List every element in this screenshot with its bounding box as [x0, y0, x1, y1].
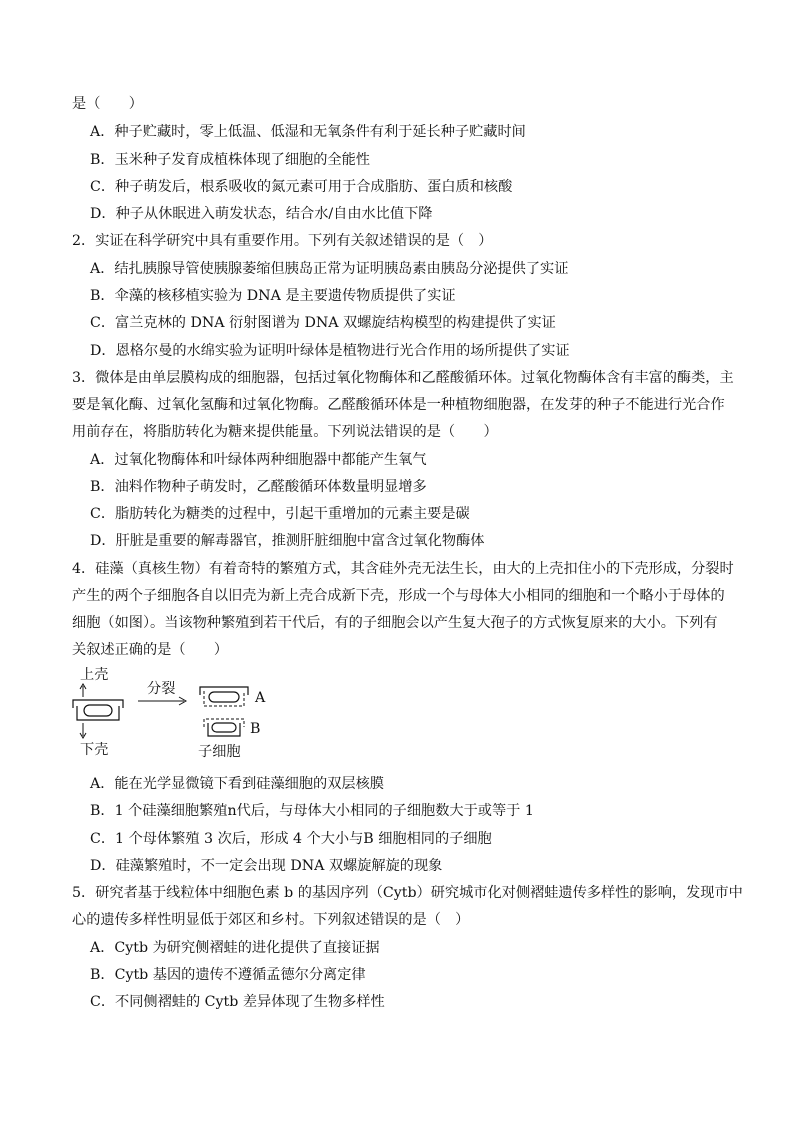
option-line: B．Cytb 基因的遗传不遵循孟德尔分离定律 — [90, 967, 366, 983]
cell-a-body — [209, 692, 239, 702]
option-line: D．肝脏是重要的解毒器官，推测肝脏细胞中富含过氧化物酶体 — [90, 533, 485, 549]
question-line: 心的遗传多样性明显低于郊区和乡村。下列叙述错误的是（ ） — [72, 912, 470, 928]
option-line: B．伞藻的核移植实验为 DNA 是主要遗传物质提供了实证 — [90, 288, 456, 304]
cell-body — [84, 705, 112, 716]
question-line: 要是氧化酶、过氧化氢酶和过氧化物酶。乙醛酸循环体是一种植物细胞器，在发芽的种子不能进行光合作 — [72, 397, 725, 413]
text-line: 是（ ） — [72, 96, 143, 112]
question-line: 4．硅藻（真核生物）有着奇特的繁殖方式，其含硅外壳无法生长，由大的上壳扣住小的下壳形成，分裂时 — [72, 561, 734, 577]
option-line: C．脂肪转化为糖类的过程中，引起干重增加的元素主要是碳 — [90, 506, 470, 522]
daughter-cells-label: 子细胞 — [198, 744, 241, 760]
cell-b-label: B — [250, 721, 261, 737]
lower-shell-label: 下壳 — [80, 742, 109, 758]
upper-shell-shape — [73, 700, 123, 708]
option-line: D．硅藻繁殖时，不一定会出现 DNA 双螺旋解旋的现象 — [90, 858, 443, 874]
question-line: 用前存在，将脂肪转化为糖来提供能量。下列说法错误的是（ ） — [72, 424, 498, 440]
option-line: A．结扎胰腺导管使胰腺萎缩但胰岛正常为证明胰岛素由胰岛分泌提供了实证 — [90, 261, 569, 277]
option-line: A．Cytb 为研究侧褶蛙的进化提供了直接证据 — [90, 940, 380, 956]
option-line: B．1 个硅藻细胞繁殖n代后，与母体大小相同的子细胞数大于或等于 1 — [90, 803, 534, 819]
option-line: B．玉米种子发育成植株体现了细胞的全能性 — [90, 152, 370, 168]
option-line: C．种子萌发后，根系吸收的氮元素可用于合成脂肪、蛋白质和核酸 — [90, 179, 513, 195]
question-line: 产生的两个子细胞各自以旧壳为新上壳合成新下壳，形成一个与母体大小相同的细胞和一个略小于母体的 — [72, 588, 725, 604]
option-line: A．能在光学显微镜下看到硅藻细胞的双层核膜 — [90, 776, 384, 792]
option-line: C．1 个母体繁殖 3 次后，形成 4 个大小与B 细胞相同的子细胞 — [90, 831, 492, 847]
option-line: D．种子从休眠进入萌发状态，结合水/自由水比值下降 — [90, 206, 433, 222]
cell-a-label: A — [255, 690, 266, 706]
option-line: A．种子贮藏时，零上低温、低湿和无氧条件有利于延长种子贮藏时间 — [90, 124, 526, 140]
option-line: D．恩格尔曼的水绵实验为证明叶绿体是植物进行光合作用的场所提供了实证 — [90, 343, 570, 359]
question-line: 2．实证在科学研究中具有重要作用。下列有关叙述错误的是（ ） — [72, 233, 493, 249]
lower-shell-shape — [77, 706, 119, 720]
question-line: 细胞（如图）。当该物种繁殖到若干代后，有的子细胞会以产生复大孢子的方式恢复原来的大小。下列有 — [72, 615, 718, 631]
upper-shell-label: 上壳 — [80, 667, 109, 683]
question-line: 5．研究者基于线粒体中细胞色素 b 的基因序列（Cytb）研究城市化对侧褶蛙遗传多样性的影响，发现市中 — [72, 885, 743, 901]
question-line: 3．微体是由单层膜构成的细胞器，包括过氧化物酶体和乙醛酸循环体。过氧化物酶体含有丰富的酶类，主 — [72, 370, 734, 386]
cell-b-body — [212, 723, 236, 732]
option-line: C．不同侧褶蛙的 Cytb 差异体现了生物多样性 — [90, 994, 385, 1010]
diatom-division-figure — [68, 664, 288, 768]
question-line: 关叙述正确的是（ ） — [72, 642, 229, 658]
cell-a-upper — [200, 687, 248, 695]
option-line: C．富兰克林的 DNA 衍射图谱为 DNA 双螺旋结构模型的构建提供了实证 — [90, 315, 556, 331]
option-line: B．油料作物种子萌发时，乙醛酸循环体数量明显增多 — [90, 479, 427, 495]
option-line: A．过氧化物酶体和叶绿体两种细胞器中都能产生氧气 — [90, 452, 427, 468]
division-label: 分裂 — [147, 681, 176, 697]
